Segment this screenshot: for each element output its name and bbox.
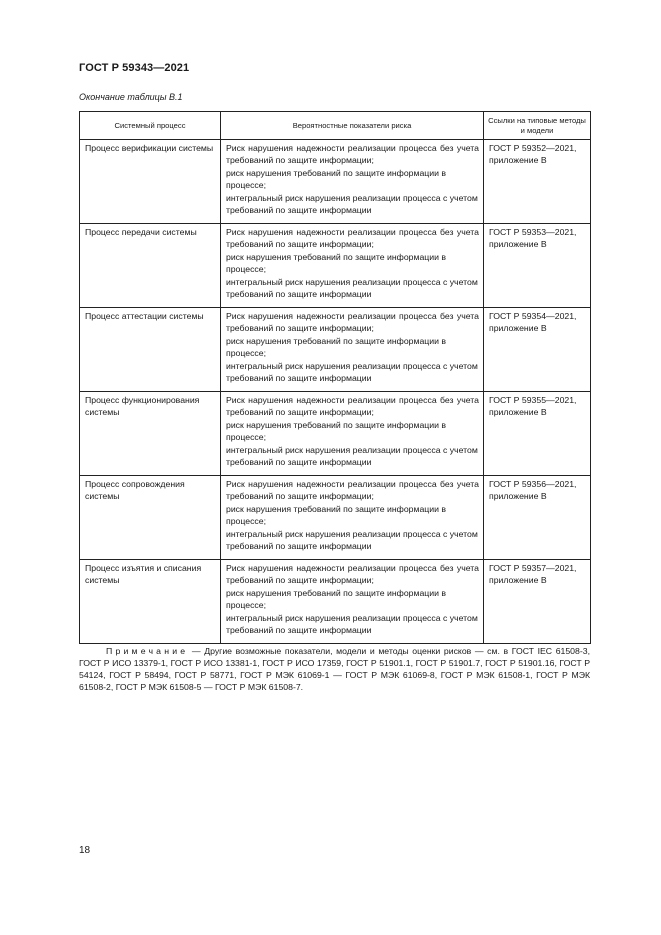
column-header-process: Системный процесс bbox=[80, 112, 221, 140]
indicators-cell bbox=[221, 476, 484, 560]
table-row bbox=[80, 140, 591, 224]
indicator-text: интегральный риск нарушения реализации процесса с учетом требований по защите информации bbox=[226, 445, 478, 467]
indicators-cell bbox=[221, 560, 484, 644]
indicator-text: интегральный риск нарушения реализации процесса с учетом требований по защите информации bbox=[226, 193, 478, 215]
process-cell: Процесс верификации системы bbox=[80, 140, 221, 224]
indicator-text: интегральный риск нарушения реализации процесса с учетом требований по защите информации bbox=[226, 529, 478, 551]
indicator-text: Риск нарушения надежности реализации процесса без учета требований по защите информации; bbox=[226, 311, 479, 333]
indicators-cell bbox=[221, 140, 484, 224]
reference-cell: ГОСТ Р 59357—2021, приложение В bbox=[484, 560, 591, 644]
indicator-text: риск нарушения требований по защите информации в процессе; bbox=[226, 504, 447, 526]
indicator-text: риск нарушения требований по защите информации в процессе; bbox=[226, 168, 447, 190]
indicators-cell bbox=[221, 392, 484, 476]
page-number: 18 bbox=[79, 845, 91, 856]
table-note bbox=[79, 645, 590, 693]
indicator-text: Риск нарушения надежности реализации процесса без учета требований по защите информации; bbox=[226, 143, 479, 165]
indicator-text: интегральный риск нарушения реализации процесса с учетом требований по защите информации bbox=[226, 361, 478, 383]
process-cell: Процесс изъятия и списания системы bbox=[80, 560, 221, 644]
process-cell: Процесс передачи системы bbox=[80, 224, 221, 308]
note-label: Примечание bbox=[106, 646, 189, 656]
indicator-text: риск нарушения требований по защите информации в процессе; bbox=[226, 420, 447, 442]
indicator-text: интегральный риск нарушения реализации процесса с учетом требований по защите информации bbox=[226, 613, 478, 635]
indicator-text: Риск нарушения надежности реализации процесса без учета требований по защите информации; bbox=[226, 479, 479, 501]
reference-cell: ГОСТ Р 59355—2021, приложение В bbox=[484, 392, 591, 476]
page-title: ГОСТ Р 59343—2021 bbox=[79, 62, 190, 74]
reference-cell: ГОСТ Р 59356—2021, приложение В bbox=[484, 476, 591, 560]
indicators-cell bbox=[221, 308, 484, 392]
process-cell: Процесс функционирования системы bbox=[80, 392, 221, 476]
indicator-text: Риск нарушения надежности реализации процесса без учета требований по защите информации; bbox=[226, 227, 479, 249]
reference-cell: ГОСТ Р 59352—2021, приложение В bbox=[484, 140, 591, 224]
indicator-text: риск нарушения требований по защите информации в процессе; bbox=[226, 588, 447, 610]
indicator-text: риск нарушения требований по защите информации в процессе; bbox=[226, 252, 447, 274]
indicator-text: Риск нарушения надежности реализации процесса без учета требований по защите информации; bbox=[226, 395, 479, 417]
table-row bbox=[80, 308, 591, 392]
indicators-cell bbox=[221, 224, 484, 308]
table-header-row bbox=[80, 112, 591, 140]
indicator-text: Риск нарушения надежности реализации процесса без учета требований по защите информации; bbox=[226, 563, 479, 585]
risk-indicators-table bbox=[79, 111, 591, 644]
column-header-indicators: Вероятностные показатели риска bbox=[221, 112, 484, 140]
note-text: — Другие возможные показатели, модели и методы оценки рисков — см. в ГОСТ IEC 61508-3, ГОСТ Р ИСО 13379-1, ГОСТ Р ИСО 13381-1, ГОСТ Р ИСО 17359, ГОСТ Р 51901.1, ГОСТ Р 51901.7, ГОСТ Р 51901.16, ГОСТ Р 54124, ГОСТ Р 58494, ГОСТ Р 58771, ГОСТ Р МЭК 61069-1 — ГОСТ Р МЭК 61069-8, ГОСТ Р МЭК 61508-1, ГОСТ Р МЭК 61508-2, ГОСТ Р МЭК 61508-5 — ГОСТ Р МЭК 61508-7. bbox=[79, 646, 590, 692]
indicator-text: интегральный риск нарушения реализации процесса с учетом требований по защите информации bbox=[226, 277, 478, 299]
column-header-references: Ссылки на типовые методы и модели bbox=[484, 112, 591, 140]
process-cell: Процесс сопровождения системы bbox=[80, 476, 221, 560]
table-row bbox=[80, 476, 591, 560]
process-cell: Процесс аттестации системы bbox=[80, 308, 221, 392]
table-caption: Окончание таблицы В.1 bbox=[79, 92, 183, 102]
table-row bbox=[80, 224, 591, 308]
table-row bbox=[80, 392, 591, 476]
reference-cell: ГОСТ Р 59354—2021, приложение В bbox=[484, 308, 591, 392]
reference-cell: ГОСТ Р 59353—2021, приложение В bbox=[484, 224, 591, 308]
table-row bbox=[80, 560, 591, 644]
indicator-text: риск нарушения требований по защите информации в процессе; bbox=[226, 336, 447, 358]
